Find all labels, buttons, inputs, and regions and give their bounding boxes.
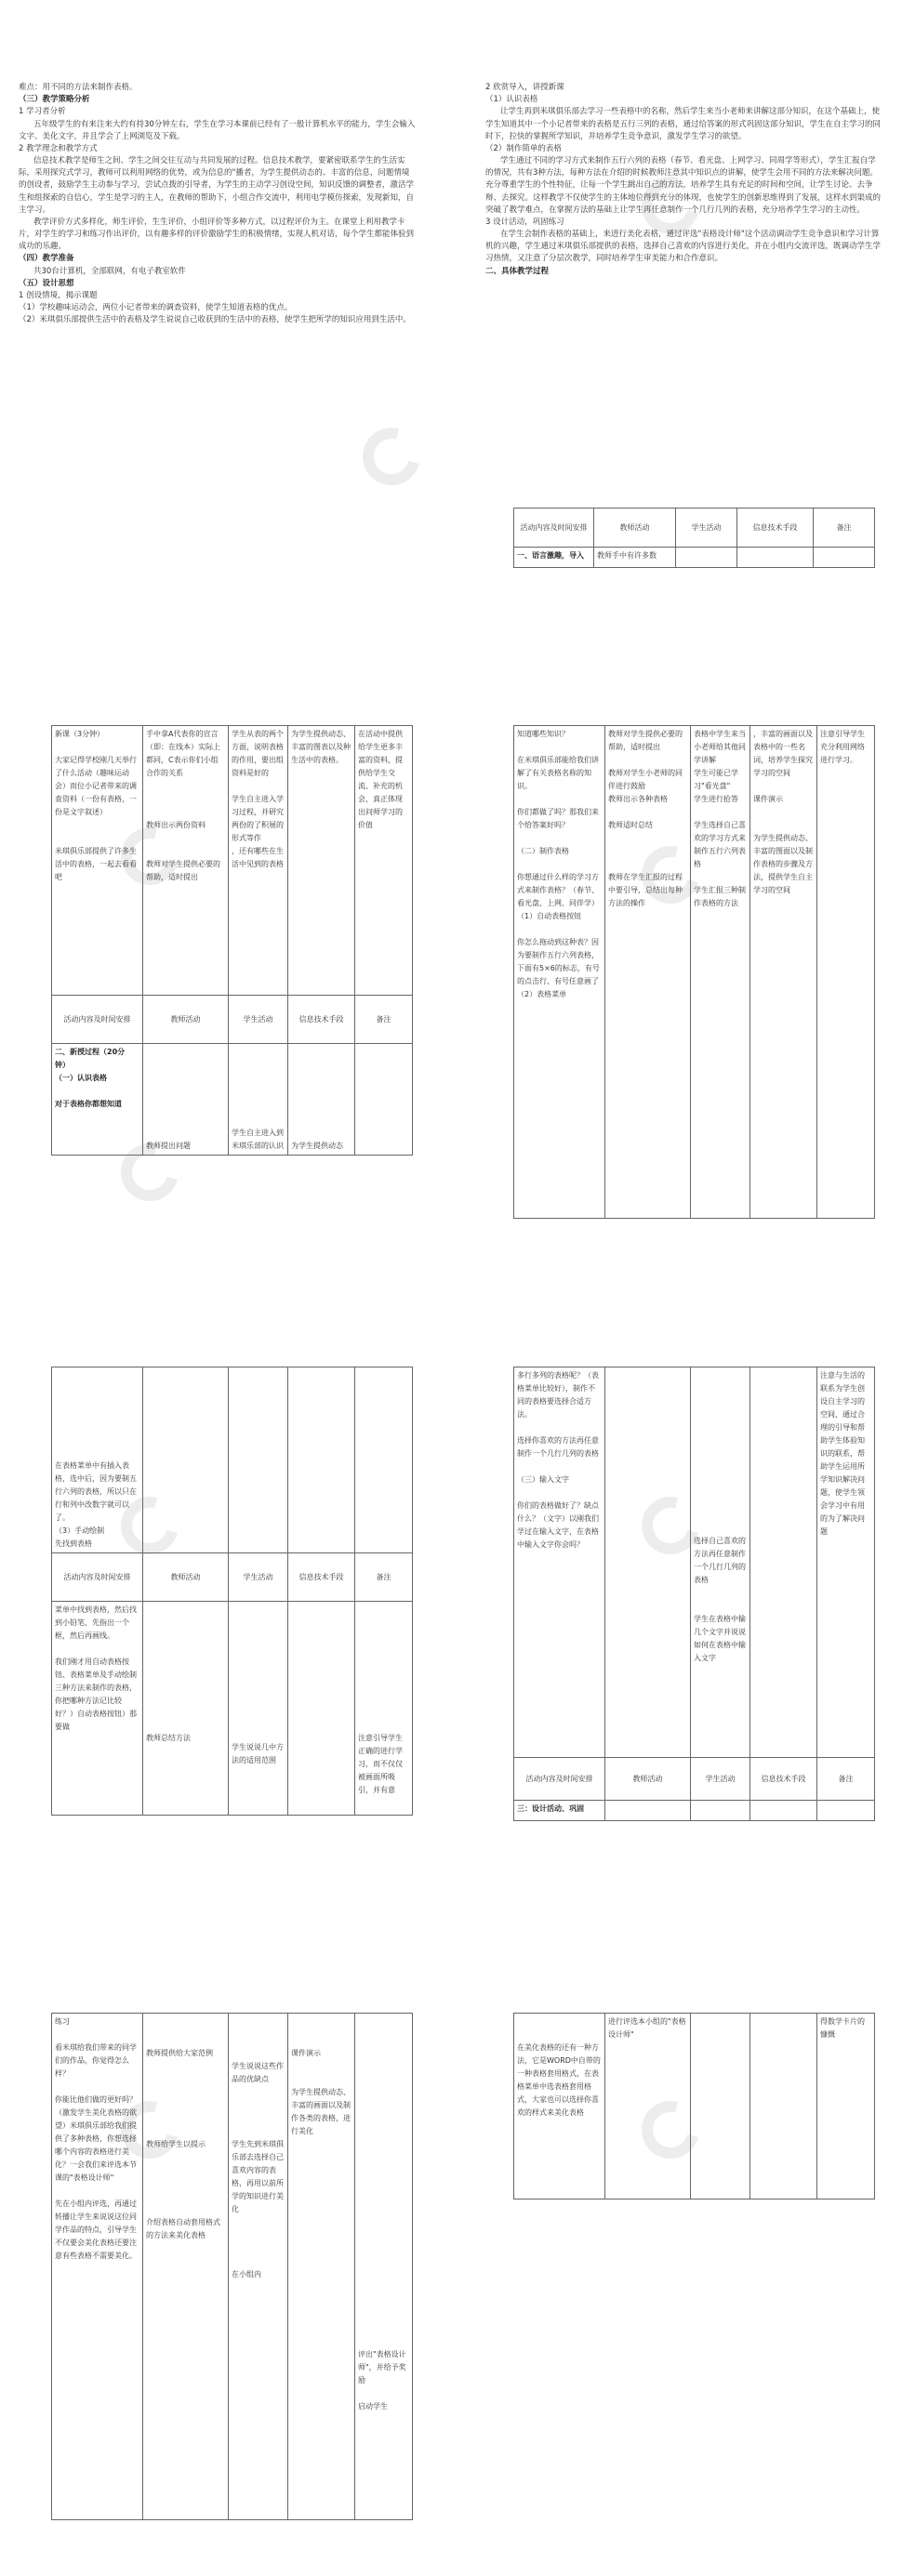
table-cell: 表格中学生来当小老师给其他同学讲解 学生可能已学习"看光盘" 学生进行抢答 学生选择自己喜欢的学习方式来制作五行六列表格 学生汇报三种制作表格的方法	[691, 726, 750, 1219]
table-cell: 在表格菜单中有插入表格，选中后，因为要制五行六列的表格，所以只在行和列中改数字就可以了。 （3）手动绘制 先找到表格	[52, 1367, 143, 1553]
table-cell	[605, 1801, 691, 1821]
table-cell	[605, 1367, 691, 1758]
lesson-table-block	[513, 725, 875, 1219]
lesson-table-block	[51, 2013, 413, 2520]
subsection-heading: 2 教学理念和教学方式	[19, 143, 98, 153]
table-cell: 注意引导学生正确的进行学习，而不仅仅被画面所吸引，并有意	[355, 1602, 413, 1816]
subsection-heading: （2）制作简单的表格	[485, 143, 562, 153]
table-cell: 在美化表格的还有一种方法，它是WORD中自带的一种表格套用格式，在表格菜单中选表格套用格式，大家也可以选择你喜欢的样式来美化表格	[514, 2014, 605, 2200]
table-cell: 三：设计活动、巩固	[514, 1801, 605, 1821]
table-header-cell: 教师活动	[594, 509, 676, 548]
table-cell	[750, 2014, 817, 2200]
table-cell: 学生自主进入到米琪乐部的认识	[229, 1044, 288, 1156]
table-cell: 菜单中找到表格，然后找到小铅笔，先指出一个框，然后再画线。 我们刚才用自动表格按钮、表格菜单及手动绘制三种方法来制作的表格，你把哪种方法记比较好？）自动表格按钮）那要做	[52, 1602, 143, 1816]
table-header-cell: 信息技术手段	[737, 509, 814, 548]
section-heading: （四）教学准备	[19, 254, 74, 264]
lesson-table-block	[51, 1367, 413, 1816]
section-heading: （三）教学策略分析	[19, 95, 90, 105]
lesson-table-block	[513, 1367, 875, 1821]
table-cell: 教师提出问题	[143, 1044, 229, 1156]
table-header-cell: 信息技术手段	[288, 1553, 355, 1602]
table-cell: 教师对学生提供必要的帮助，适时提出 教师对学生小老师的同伴进行鼓励 教师出示各种表格 教师适时总结 教师在学生汇报的过程中要引导，总结出每种方法的操作	[605, 726, 691, 1219]
paragraph: 信息技术教学是师生之间、学生之间交往互动与共同发展的过程。信息技术教学，要紧密联系学生的生活实际，采用探究式学习，教师可以利用网络的优势，或为信息的"播者，为学生提供动态的、丰富的信息，问题情境的创设者，鼓励学生主动参与学习，尝试点拨的引导者，为学生的主动学习创设空间，知识反馈的调整者，激活学生和组探索的自信心，学生是学习的主人，在教师的帮助下，小组合作交流中，利用电学模仿探索，发现新知，自主学习。	[19, 156, 415, 215]
table-cell: 选择自己喜欢的方法再任意制作一个几行几列的表格 学生在表格中输几个文字并说说如何在表格中输入文字	[691, 1367, 750, 1758]
subsection-heading: 1 创设情境，揭示课题	[19, 290, 98, 300]
table-cell: ，丰富的画面以及表格中的一些名词，培养学生探究学习的空间 课件演示 为学生提供动态、丰富的图面以及制作表格的步骤及方法，提供学生自主学习的空间	[750, 726, 817, 1219]
section-heading: （五）设计思想	[19, 278, 74, 288]
table-cell: 二、新授过程（20分钟） （一）认识表格 对于表格你都想知道	[52, 1044, 143, 1156]
table-cell: 注意与生活的联系为学生创设自主学习的空间，通过合理的引导和帮助学生体验知识的联系，帮助学生运用所学知识解决问题，使学生领会学习中有用的为了解决问题	[817, 1367, 875, 1758]
table-header-cell: 学生活动	[229, 1553, 288, 1602]
process-table	[513, 508, 875, 568]
left-text-column	[19, 82, 417, 326]
table-cell: 进行评选本小组的"表格设计师"	[605, 2014, 691, 2200]
table-cell	[737, 548, 814, 568]
table-cell	[355, 1367, 413, 1553]
table-header-cell: 学生活动	[229, 996, 288, 1044]
table-cell	[229, 1367, 288, 1553]
table-header-cell: 备注	[814, 509, 875, 548]
table-header-cell: 备注	[817, 1758, 875, 1801]
table-cell	[691, 2014, 750, 2200]
table-cell: 学生说说这些作品的优缺点 学生先到米琪俱乐部去选择自己喜欢内容的表格，再用以前所学的知识进行美化 在小组内	[229, 2014, 288, 2520]
table-cell: 知道哪些知识？ 在米琪俱乐部能给我们讲解了有关表格名称的知识。 你们都做了吗？那我们来个给答案好吗？ （二）制作表格 你想通过什么样的学习方式来制作表格？（春节、看光盘、上网、同伴学） （1）自动表格按钮 你怎么拖动到这种表？因为要制作五行六列表格，下面有5×6的标志，有号的点击行、有号任意画了（2）表格菜单	[514, 726, 605, 1219]
table-header-cell: 活动内容及时间安排	[514, 1758, 605, 1801]
table-header-cell: 活动内容及时间安排	[52, 1553, 143, 1602]
table-cell: 手中拿A代表你的宣言（即：在线本）实际上都同，C表示你们小组合作的关系 教师出示两份资料 教师对学生提供必要的帮助，适时提出	[143, 726, 229, 996]
table-cell: 学生从表的两个方面，说明表格的作用，要出组资料是好的 学生自主进入学习过程，并研究两份的了积展的形式等作 ，还有哪些在生活中见到的表格	[229, 726, 288, 996]
table-header-cell: 教师活动	[143, 1553, 229, 1602]
table-header-cell: 备注	[355, 1553, 413, 1602]
table-cell: 教师总结方法	[143, 1602, 229, 1816]
table-cell	[355, 1044, 413, 1156]
watermark-logo	[363, 418, 493, 530]
table-header-cell: 学生活动	[691, 1758, 750, 1801]
paragraph: （2）米琪俱乐部提供生活中的表格及学生说说自己收获到的生活中的表格，使学生把所学的知识应用到生活中。	[19, 315, 411, 325]
table-cell: 评出"表格设计师"，并给予奖励 启动学生	[355, 2014, 413, 2520]
table-cell: 为学生提供动态、丰富的图表以及种生活中的表格。	[288, 726, 355, 996]
table-cell: 教师手中有许多数	[594, 548, 676, 568]
table-cell: 一、语言激趣，导入	[514, 548, 594, 568]
table-cell: 在活动中提供给学生更多丰富的资料，提供给学生交流、补充的机会，真正体现出问师学习的价值	[355, 726, 413, 996]
table-header-cell: 活动内容及时间安排	[514, 509, 594, 548]
subsection-heading: （1）认识表格	[485, 95, 538, 105]
paragraph: 共30台计算机，全部联网，有电子教室软件	[33, 266, 186, 276]
table-header-cell: 信息技术手段	[750, 1758, 817, 1801]
paragraph: （1）学校趣味运动会，两位小记者带来的调查资料，使学生知道表格的优点。	[19, 303, 293, 313]
table-cell	[288, 1367, 355, 1553]
table-header-cell: 教师活动	[605, 1758, 691, 1801]
table-cell: 新课（3分钟） 大家记得学校刚几天举行了什么活动（趣味运动会）而位小记者带来的调查资料（一份有表格，一份是文字叙述） 米琪俱乐部提供了许多生活中的表格，一起去看看吧	[52, 726, 143, 996]
table-cell	[814, 548, 875, 568]
table-header-cell: 活动内容及时间安排	[52, 996, 143, 1044]
table-cell	[676, 548, 737, 568]
paragraph: 教学评价方式多样化，师生评价，生生评价，小组评价等多种方式，以过程评价为主。在课堂上利用教学卡片，对学生的学习和练习作出评价，以有趣多样的评价激励学生的积极情绪，实现人机对话，每个学生都能体验到成功的乐趣。	[19, 217, 415, 252]
lesson-table-block	[51, 725, 413, 1156]
table-cell	[691, 1801, 750, 1821]
table-cell: 得数学卡片的慷慨	[817, 2014, 875, 2200]
table-header-cell: 信息技术手段	[288, 996, 355, 1044]
lesson-table-block	[513, 2013, 875, 2200]
table-cell: 学生说说几中方法的适用范围	[229, 1602, 288, 1816]
table-cell: 为学生提供动态	[288, 1044, 355, 1156]
difficulty-text: 难点：用不同的方法来制作表格。	[19, 83, 138, 92]
paragraph: 五年级学生的有来注来大约有持30分钟左右，学生在学习本课前已经有了一般计算机水平的能力，学生会输入文字、美化文字，并且学会了上网浏览及下载。	[19, 119, 416, 141]
table-cell	[143, 1367, 229, 1553]
table-header-cell: 教师活动	[143, 996, 229, 1044]
subsection-heading: 2 欣赏导入，讲授新课	[485, 83, 564, 92]
table-cell	[817, 1801, 875, 1821]
table-cell: 教师提供给大家范例 教师给学生以提示 介绍表格自动套用格式的方法来美化表格	[143, 2014, 229, 2520]
paragraph: 学生通过不同的学习方式来制作五行六列的表格（春节、看光盘、上网学习、同周学等形式），学生汇报自学的情况，共有3种方法，每种方法在介绍的时候教师注意其中知识点的讲解，使学生会用不同的方法来解决问题。充分尊重学生的个性特征，让每一个学生跳出自己的方法，培养学生具有充足的时间和空间，让学生讨论、去争辩、去探究。这样教学不仅使学生的主体地位得到充分的体现，也使学生的创新思维得到了发展，这样水到渠成的突破了教学难点，在掌握方法的基础上让学生再任意制作一个几行几列的表格，充分培养学生学习的主动性。	[485, 156, 882, 215]
section-heading: 二、具体教学过程	[485, 266, 550, 276]
table-cell: 练习 看米琪给我们带来的同学们的作品，你觉得怎么样？ 你能比他们做的更好吗？（激发学生美化表格的欲望）米琪俱乐部给我们提供了多种表格，你想选择哪个内容的表格进行美化？一会我们来评选本节课的"表格设计师" 先在小组内评选，再通过转播让学生来说说这位同学作品的特点，引导学生不仅要会美化表格还要注意有些表格不需要美化。	[52, 2014, 143, 2520]
table-cell: 多行多列的表格呢？（表格菜单比较好），制作不同的表格要选择合适方法。 选择你喜欢的方法再任意制作一个几行几列的表格 （三）输入文字 你们的表格做好了？缺点什么？（文字）以刚我们学过在输入文字，在表格中输入文字你会吗？	[514, 1367, 605, 1758]
table-cell: 注意引导学生充分利用网络进行学习。	[817, 726, 875, 1219]
table-header-cell: 备注	[355, 996, 413, 1044]
table-header-cell: 学生活动	[676, 509, 737, 548]
table-cell	[750, 1801, 817, 1821]
subsection-heading: 1 学习者分析	[19, 107, 66, 117]
table-cell	[750, 1367, 817, 1758]
subsection-heading: 3 设计活动，巩固练习	[485, 217, 564, 227]
right-text-column	[485, 82, 883, 278]
paragraph: 让学生再到米琪俱乐部去学习一些表格中的名称，然后学生来当小老师来讲解这部分知识，在这个基础上，使学生知道其中一个小记者带来的表格是五行三列的表格，通过给答案的形式巩固这部分知识，学生在自主学习的同时下，拉快的掌握所学知识，并培养学生竞争意识，激发学生学习的欲望。	[485, 107, 882, 141]
table-cell: 课件演示 为学生提供动态、丰富的画面以及制作各类的表格，进行美化	[288, 2014, 355, 2520]
paragraph: 在学生会制作表格的基础上，来进行美化表格，通过评选"表格设计师"这个活动调动学生竞争意识和学习计算机的兴趣，学生通过米琪俱乐部提供的表格，选择自己喜欢的内容进行美化，并在小组内交流评选，既调动学生学习热情，又注意了分层次教学，同时培养学生审美能力和合作意识。	[485, 230, 882, 264]
table-cell	[288, 1602, 355, 1816]
